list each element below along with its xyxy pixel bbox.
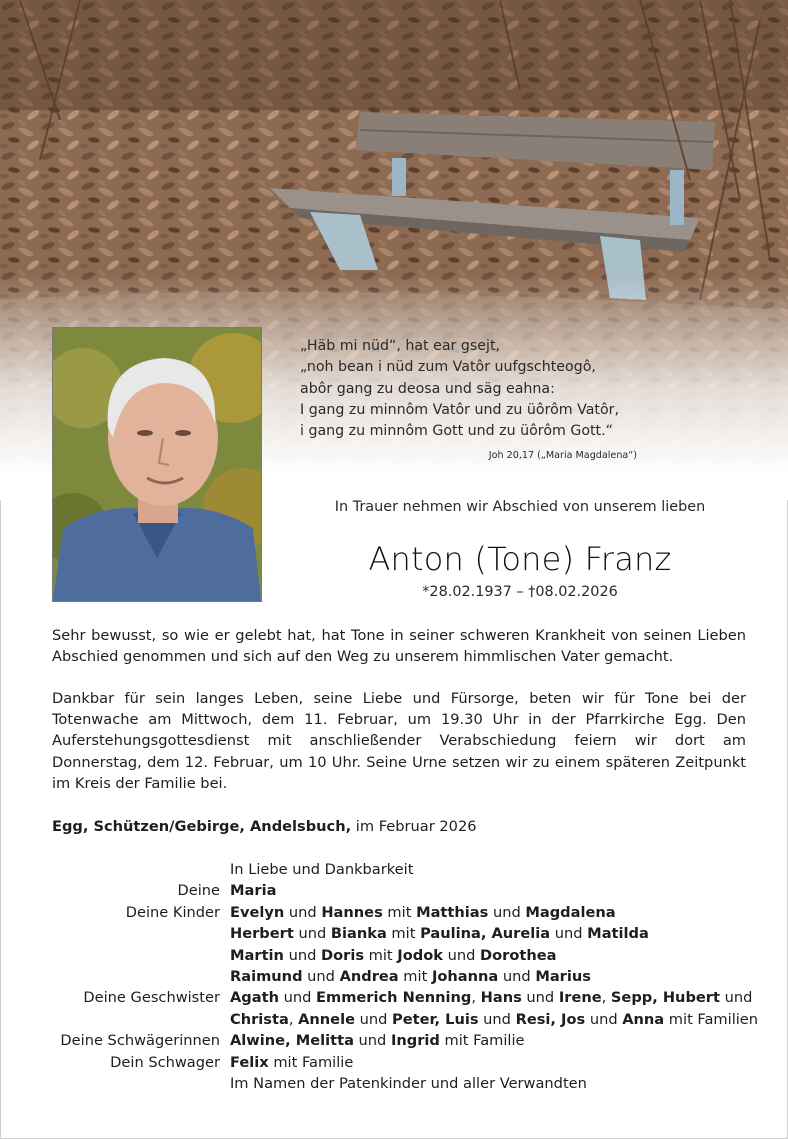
mourner-connector: , (288, 1010, 299, 1028)
mourner-relation (40, 1073, 220, 1094)
mourner-name: Paulina, Aurelia (420, 925, 551, 943)
mourner-relation (40, 859, 220, 880)
mourner-row (40, 1052, 760, 1073)
mourner-name: Jodok (397, 946, 443, 964)
mourner-name: Raimund (230, 968, 303, 986)
mourner-connector: und (293, 925, 331, 943)
mourner-connector: und (302, 968, 340, 986)
mourner-connector: und (278, 989, 317, 1007)
paragraph-services: Dankbar für sein langes Leben, seine Liebe und Fürsorge, beten wir für Tone bei der Totenwache am Mittwoch, dem 11. Februar, um 19.30 Uhr in der Pfarrkirche Egg. Den Auferstehungsgottesdienst mit anschließender Verabschiedung feiern wir dort am Donnerstag, dem 12. Februar, um 10 Uhr. Seine Urne setzen wir zu einem späteren Zeitpunkt im Kreis der Familie bei. (52, 690, 746, 792)
mourner-row (40, 945, 760, 966)
mourners-list (40, 859, 760, 1094)
place-date: im Februar 2026 (351, 818, 477, 835)
mourner-name: Maria (230, 882, 277, 900)
mourner-names (220, 902, 760, 923)
mourner-relation: Deine Schwägerinnen (60, 1032, 220, 1050)
quote-line: „Häb mi nüd“, hat ear gsejt, (300, 338, 501, 354)
mourner-names (220, 966, 760, 987)
mourner-name: Hannes (321, 903, 383, 921)
mourner-connector: , (601, 989, 611, 1007)
quote-line: „noh bean i nüd zum Vatôr uufgschteogô, (300, 359, 596, 376)
mourner-names (220, 945, 760, 966)
mourner-names (220, 1073, 760, 1094)
mourner-connector: und (585, 1010, 623, 1028)
mourner-name: Matthias (416, 903, 489, 921)
mourner-name: Christa (230, 1010, 289, 1028)
mourner-name: Ingrid (390, 1032, 440, 1050)
mourner-name: Hans (480, 989, 522, 1007)
mourner-connector: Im Namen der Patenkinder und aller Verwandten (230, 1075, 587, 1093)
mourner-names (220, 1030, 760, 1051)
mourner-relation: Deine (177, 882, 220, 900)
mourner-name: Dorothea (479, 946, 557, 964)
mourner-connector: mit (382, 903, 417, 921)
mourner-row (40, 902, 760, 923)
mourner-row (40, 923, 760, 944)
mourner-name: Magdalena (525, 903, 616, 921)
quote-line: I gang zu minnôm Vatôr und zu üôrôm Vatôr, (300, 401, 620, 418)
mourner-row (40, 1030, 760, 1051)
mourner-names (220, 923, 760, 944)
intro-line: In Trauer nehmen wir Abschied von unserem lieben (334, 499, 706, 515)
mourner-name: Evelyn (230, 903, 285, 921)
life-dates: *28.02.1937 – †08.02.2026 (422, 584, 618, 600)
mourner-name: Peter, Luis (392, 1010, 479, 1028)
bible-quote (300, 336, 670, 442)
mourner-relation: Dein Schwager (110, 1053, 220, 1071)
mourner-row (40, 987, 760, 1008)
mourner-connector: mit Familie (439, 1032, 525, 1050)
mourner-name: Alwine, Melitta (230, 1032, 354, 1050)
quote-line: abôr gang zu deosa und säg eahna: (300, 380, 555, 397)
quote-line: i gang zu minnôm Gott und zu üôrôm Gott.“ (300, 423, 613, 440)
mourner-connector: In Liebe und Dankbarkeit (230, 861, 414, 878)
mourner-connector: und (521, 989, 559, 1007)
mourner-connector: , (471, 989, 481, 1007)
mourner-connector: und (354, 1010, 393, 1028)
deceased-name: Anton (Tone) Franz (368, 540, 672, 578)
mourner-names (220, 1009, 760, 1030)
paragraph-farewell: Sehr bewusst, so wie er gelebt hat, hat Tone in seiner schweren Krankheit von seinen Lieben Abschied genommen und sich auf den Weg zu unserem himmlischen Vater gemacht. (52, 627, 746, 666)
place-names: Egg, Schützen/Gebirge, Andelsbuch, (52, 818, 352, 835)
mourner-name: Resi, Jos (515, 1010, 586, 1028)
mourner-name: Anna (622, 1010, 665, 1028)
mourner-names (220, 859, 760, 880)
mourner-row (40, 880, 760, 901)
mourner-row (40, 1073, 760, 1094)
mourner-connector: mit (364, 946, 398, 964)
mourner-connector: und (550, 925, 588, 943)
mourner-name: Herbert (230, 925, 294, 943)
mourner-connector: und (478, 1010, 516, 1028)
mourner-relation (40, 923, 220, 944)
mourner-connector: mit Familien (664, 1010, 759, 1028)
place-date-line (52, 818, 477, 835)
mourner-names (220, 987, 760, 1008)
portrait-photo (52, 327, 262, 602)
mourner-names (220, 1052, 760, 1073)
mourner-connector: und (283, 946, 321, 964)
mourner-connector: und (284, 903, 322, 921)
mourner-relation: Deine Kinder (125, 903, 220, 921)
mourner-name: Bianka (330, 925, 387, 943)
mourner-relation (40, 945, 220, 966)
mourner-name: Doris (320, 946, 365, 964)
mourner-row (40, 859, 760, 880)
mourner-connector: mit Familie (268, 1053, 354, 1071)
mourner-relation (40, 966, 220, 987)
mourner-connector: und (498, 968, 536, 986)
mourner-name: Johanna (431, 968, 499, 986)
mourner-connector: mit (398, 968, 432, 986)
mourner-relation (40, 1009, 220, 1030)
mourner-row (40, 966, 760, 987)
mourner-name: Marius (535, 968, 591, 986)
mourner-relation: Deine Geschwister (83, 989, 220, 1007)
mourner-connector: und (488, 903, 526, 921)
mourner-connector: und (719, 989, 753, 1007)
mourner-names (220, 880, 760, 901)
mourner-row (40, 1009, 760, 1030)
mourner-connector: und (353, 1032, 391, 1050)
mourner-name: Annele (298, 1010, 355, 1028)
mourner-name: Martin (230, 946, 284, 964)
mourner-name: Emmerich Nenning (316, 989, 472, 1007)
quote-source: Joh 20,17 („Maria Magdalena“) (488, 450, 637, 461)
mourner-name: Matilda (587, 925, 649, 943)
mourner-connector: und (442, 946, 480, 964)
mourner-name: Irene (558, 989, 602, 1007)
mourner-name: Andrea (339, 968, 399, 986)
mourner-name: Agath (230, 989, 279, 1007)
mourner-name: Felix (230, 1053, 269, 1071)
mourner-connector: mit (386, 925, 421, 943)
mourner-name: Sepp, Hubert (610, 989, 720, 1007)
